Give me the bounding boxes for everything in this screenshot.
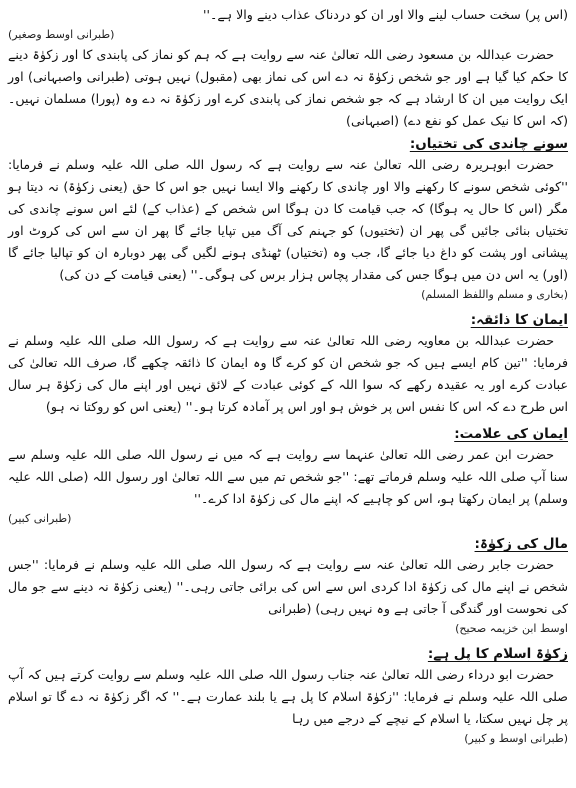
wealth-zakat-heading: مال کی زکوٰۃ: (474, 536, 568, 552)
gold-tablets-reference: (بخاری و مسلم واللفظ المسلم) (421, 288, 568, 301)
wealth-zakat-paragraph: حضرت جابر رضی اللہ تعالیٰ عنہ سے روایت ہے کہ رسول اللہ صلی اللہ علیہ وسلم نے فرمایا: ''جس شخص نے اپنے مال کی زکوٰۃ ادا کردی اس سے اس کی برائی جاتی رہی۔'' (یعنی زکوٰۃ نہ دینے سے جو مال کی نحوست اور گندگی آ جاتی ہے وہ نہیں رہی) (طبرانی (8, 557, 568, 616)
zakat-bridge-paragraph: حضرت ابو درداء رضی اللہ تعالیٰ عنہ جناب رسول اللہ صلی اللہ علیہ وسلم سے روایت کرتے ہیں کہ آپ صلی اللہ علیہ وسلم نے فرمایا: ''زکوٰۃ اسلام کا پل ہے یا بلند عمارت ہے۔'' کہ اگر زکوٰۃ نہ دے گا تو اسلام پر چل نہیں سکتا، یا اسلام کے نیچے کے درجے میں رہا (8, 667, 568, 726)
zakat-bridge-heading: زکوٰۃ اسلام کا پل ہے: (427, 646, 568, 662)
block1-reference: (طبرانی اوسط وصغیر) (8, 28, 115, 41)
faith-sign-paragraph: حضرت ابن عمر رضی اللہ تعالیٰ عنہما سے روایت ہے کہ میں نے رسول اللہ صلی اللہ علیہ وسلم سے سنا آپ صلی اللہ علیہ وسلم فرماتے تھے: ''جو شخص تم میں سے اللہ تعالیٰ اور رسول اللہ (صلی اللہ علیہ وسلم) پر ایمان رکھتا ہو، اس کو چاہیے کہ اپنے مال کی زکوٰۃ ادا کرے۔'' (8, 447, 568, 506)
gold-tablets-paragraph: حضرت ابوہریرہ رضی اللہ تعالیٰ عنہ سے روایت ہے کہ رسول اللہ صلی اللہ علیہ وسلم نے فرمایا: ''کوئی شخص سونے کا رکھنے والا اور چاندی کا رکھنے والا ایسا نہیں جو اس کا حق (یعنی زکوٰۃ) نہ دیتا ہو مگر (اس کا حال یہ ہوگا) کہ جب قیامت کا دن ہوگا اس شخص کے (عذاب کے) لئے اس سونے چاندی کی تختیاں بنائی جائیں گی پھر ان (تختیوں) کو جہنم کی آگ میں تپایا جائے گا پھر ان سے اس کی کروٹ اور پیشانی اور پشت کو داغ دیا جائے گا، جب وہ (تختیاں) ٹھنڈی ہونے لگیں گی پھر دوبارہ ان کو تپالیا جائے گا (اور) یہ اس دن میں ہوگا جس کی مقدار پچاس ہزار برس کی ہوگی۔'' (یعنی قیامت کے دن کی) (8, 157, 568, 282)
faith-sign-heading: ایمان کی علامت: (454, 426, 568, 442)
faith-taste-heading: ایمان کا ذائقہ: (470, 312, 568, 328)
gold-tablets-heading: سونے چاندی کی تختیاں: (409, 136, 568, 152)
faith-taste-paragraph: حضرت عبداللہ بن معاویہ رضی اللہ تعالیٰ عنہ سے روایت ہے کہ رسول اللہ صلی اللہ علیہ وسلم نے فرمایا: ''تین کام ایسے ہیں کہ جو شخص ان کو کرے گا وہ ایمان کا ذائقہ چکھے گا، صرف اللہ تعالیٰ کی عبادت کرے اور یہ عقیدہ رکھے کہ سوا اللہ کے کوئی عبادت کے لائق نہیں اور اپنے مال کی زکوٰۃ ہر سال اس طرح دے کہ اس کا نفس اس پر خوش ہو اور اس پر آمادہ کرتا ہو۔'' (یعنی اس کو روکتا نہ ہو) (8, 333, 568, 414)
intro-paragraph: (اس پر) سخت حساب لینے والا اور ان کو دردناک عذاب دینے والا ہے۔'' (203, 7, 568, 22)
faith-sign-reference: (طبرانی کبیر) (8, 512, 72, 525)
block1-paragraph: حضرت عبداللہ بن مسعود رضی اللہ تعالیٰ عنہ سے روایت ہے کہ ہم کو نماز کی پابندی کا اور زکوٰۃ دینے کا حکم کیا گیا ہے اور جو شخص زکوٰۃ نہ دے اس کی نماز بھی (مقبول) نہیں ہوتی (طبرانی واصبہانی) اور ایک روایت میں ان کا ارشاد ہے کہ جو شخص نماز کی پابندی کرے اور زکوٰۃ نہ دے وہ (پورا) مسلمان نہیں۔ (کہ اس کا نیک عمل کو نفع دے) (اصبہانی) (8, 47, 568, 128)
zakat-bridge-reference: (طبرانی اوسط و کبیر) (464, 732, 568, 745)
wealth-zakat-reference: اوسط ابن خزیمہ صحیح) (455, 622, 568, 635)
